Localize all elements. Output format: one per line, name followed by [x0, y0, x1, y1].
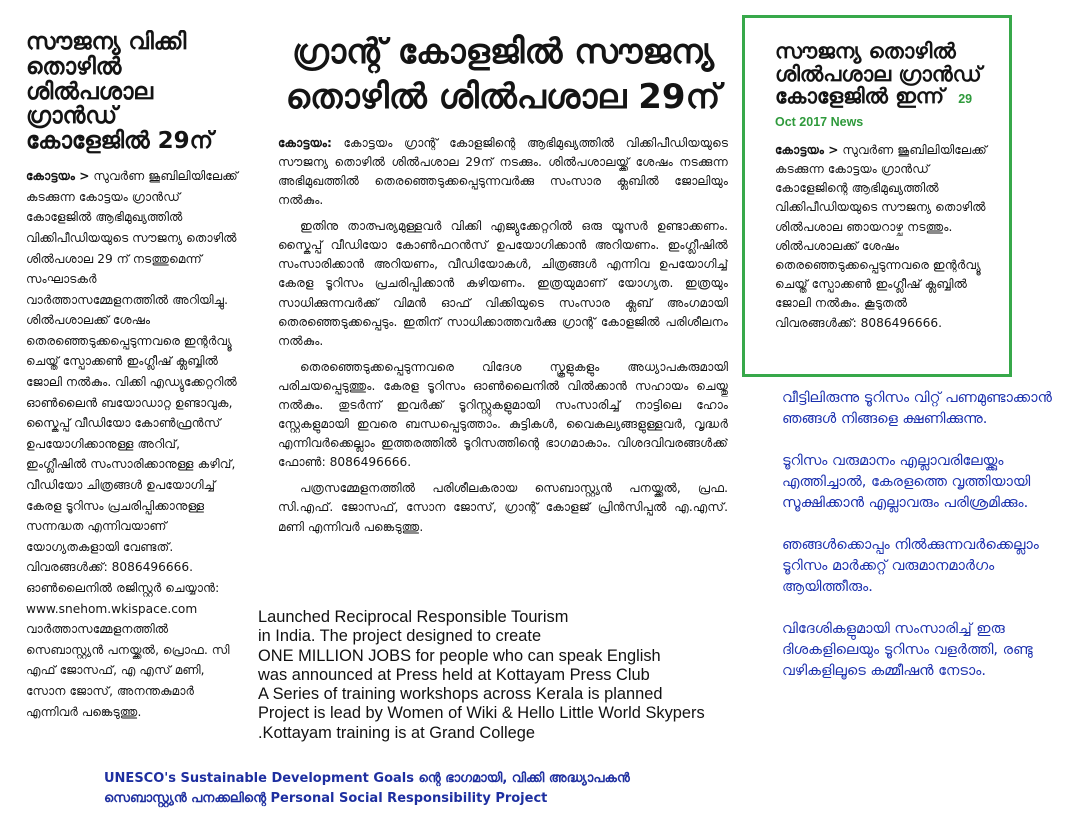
center-paragraph-3: തെരഞ്ഞെടുക്കപ്പെടുന്നവരെ വിദേശ സ്കൂളുകളും അധ്യാപകരുമായി പരിചയപ്പെടുത്തും. കേരള ടൂറിസം ഓൺലൈനിൽ വിൽക്കാൻ സഹായം ചെയ്തു നൽകും. തുടർന്ന് ഇവർക്ക് ടൂറിസ്റ്റുകളുമായി സംസാരിച്ച് നാട്ടിലെ ഹോം സ്റ്റേകളുമായി ഇവരെ ബന്ധപ്പെടുത്താം. കുട്ടികൾ, വൈകല്യങ്ങളുള്ളവർ, വൃദ്ധർ എന്നിവർക്കെല്ലാം ഇത്തരത്തിൽ ടൂറിസത്തിന്റെ ഭാഗമാകാം. വിശദവിവരങ്ങൾക്ക് ഫോൺ: 8086496666. — [278, 359, 728, 470]
green-clipping-text: സുവർണ ജൂബിലിയിലേക്ക് കടക്കുന്ന കോട്ടയം ഗ്രാൻഡ് കോളേജിന്റെ ആഭിമുഖ്യത്തിൽ വിക്കിപീഡിയയുടെ സൗജന്യ തൊഴിൽ ശിൽപശാല ഞായറാഴ്ച നടത്തും. ശിൽപശാലക്ക് ശേഷം തെരഞ്ഞെടുക്കപ്പെടുന്നവരെ ഇന്റർവ്യൂ ചെയ്ത് സ്പോക്കൺ ഇംഗ്ലീഷ് ക്ലബ്ബിൽ ജോലി നൽകും. കൂടുതൽ വിവരങ്ങൾക്ക്: 8086496666. — [775, 142, 987, 330]
green-clipping-body — [775, 141, 987, 333]
caption-line-4: was announced at Press held at Kottayam Press Club — [258, 665, 650, 684]
caption-line-5: A Series of training workshops across Kerala is planned — [258, 685, 663, 704]
caption-line-3: ONE MILLION JOBS for people who can speak English — [258, 646, 661, 665]
caption-line-1: Launched Reciprocal Responsible Tourism — [258, 608, 569, 626]
footer-line-1: UNESCO's Sustainable Development Goals ന്റെ ഭാഗമായി, വിക്കി അദ്ധ്യാപകൻ — [104, 771, 630, 786]
blue-note-2: ടൂറിസം വരുമാനം എല്ലാവരിലേയ്ക്കും എത്തിച്ചാൽ, കേരളത്തെ വൃത്തിയായി സൂക്ഷിക്കാൻ എല്ലാവരും പരിശ്രമിക്കും. — [782, 453, 1031, 511]
blue-note-3: ഞങ്ങൾക്കൊപ്പം നിൽക്കുന്നവർക്കെല്ലാം ടൂറിസം മാർക്കറ്റ് വരുമാനമാർഗം ആയിത്തീരും. — [782, 537, 1039, 595]
caption-line-7: .Kottayam training is at Grand College — [258, 723, 535, 742]
caption-line-6: Project is lead by Women of Wiki & Hello Little World Skypers — [258, 704, 705, 723]
caption-line-2: in India. The project designed to create — [258, 627, 542, 646]
footer-note — [104, 769, 744, 809]
green-clipping-dateline: കോട്ടയം > — [775, 142, 839, 157]
footer-line-2: സെബാസ്റ്റ്യൻ പനക്കലിന്റെ Personal Social Responsibility Project — [104, 791, 548, 806]
center-clipping-dateline: കോട്ടയം: — [278, 135, 332, 150]
left-clipping-text: സുവർണ ജൂബിലിയിലേക്ക് കടക്കുന്ന കോട്ടയം ഗ്രാൻഡ് കോളേജിൽ ആഭിമുഖ്യത്തിൽ വിക്കിപീഡിയയുടെ സൗജന്യ തൊഴിൽ ശിൽപശാല 29 ന് നടത്തുമെന്ന് സംഘാടകർ വാർത്താസമ്മേളനത്തിൽ അറിയിച്ചു. ശിൽപശാലക്ക് ശേഷം തെരഞ്ഞെടുക്കപ്പെടുന്നവരെ ഇന്റർവ്യൂ ചെയ്ത് സ്പോക്കൺ ഇംഗ്ലീഷ് ക്ലബ്ബിൽ ജോലി നൽകും. വിക്കി എഡ്യുക്കേറ്ററിൽ ഓൺലൈൻ ബയോഡാറ്റ ഉണ്ടാവുക, സ്കൈപ്പ് വീഡിയോ കോൺഫ്രൻസ് ഉപയോഗിക്കാനുള്ള അറിവ്, ഇംഗ്ലീഷിൽ സംസാരിക്കാനുള്ള കഴിവ്, വീഡിയോ ചിത്രങ്ങൾ ഉപയോഗിച്ച് കേരള ടൂറിസം പ്രചരിപ്പിക്കാനുള്ള സന്നദ്ധത എന്നിവയാണ് യോഗ്യതകളായി വേണ്ടത്. വിവരങ്ങൾക്ക്: 8086496666. ഓൺലൈനിൽ രജിസ്റ്റർ ചെയ്യാൻ: www.snehom.wkispace.com വാർത്താസമ്മേളനത്തിൽ സെബാസ്റ്റ്യൻ പനയ്ക്കൽ, പ്രൊഫ. സി എഫ് ജോസഫ്, എ എസ് മണി, സോന ജോസ്, അനന്തകുമാർ എന്നിവർ പങ്കെടുത്തു. — [26, 169, 238, 719]
news-date-note: 29 Oct 2017 News — [775, 92, 973, 130]
blue-note-4: വിദേശികളുമായി സംസാരിച്ച് ഇരു ദിശകളിലെയും ടൂറിസം വളർത്തി, രണ്ടു വഴികളിലൂടെ കമ്മീഷൻ നേടാം. — [782, 621, 1033, 679]
green-clipping-headline-text: സൗജന്യ തൊഴിൽ ശിൽപശാല ഗ്രാൻഡ് കോളേജിൽ ഇന്ന് — [775, 39, 982, 109]
green-bordered-clipping — [742, 15, 1012, 377]
green-clipping-headline — [775, 40, 987, 131]
center-news-clipping — [278, 30, 728, 610]
center-clipping-headline: ഗ്രാന്റ് കോളജിൽ സൗജന്യ തൊഴിൽ ശിൽപശാല 29ന് — [285, 32, 721, 117]
blue-note-1: വീട്ടിലിരുന്നു ടൂറിസം വിറ്റ് പണമുണ്ടാക്കാൻ ഞങ്ങൾ നിങ്ങളെ ക്ഷണിക്കുന്നു. — [782, 390, 1052, 427]
left-clipping-dateline: കോട്ടയം > — [26, 169, 90, 184]
left-news-clipping — [26, 30, 240, 765]
center-paragraph-1-text: കോട്ടയം ഗ്രാന്റ് കോളജിന്റെ ആഭിമുഖ്യത്തിൽ വിക്കിപീഡിയയുടെ സൗജന്യ തൊഴിൽ ശിൽപശാല 29ന് നടക്കും. ശിൽപശാലയ്ക്ക് ശേഷം നടക്കുന്ന അഭിമുഖത്തിൽ തെരഞ്ഞെടുക്കപ്പെടുന്നവർക്കു സംസാര ക്ലബിൽ ജോലിയും നൽകും. — [278, 135, 728, 208]
english-caption — [258, 608, 798, 743]
center-paragraph-2: ഇതിനു താത്പര്യമുള്ളവർ വിക്കി എജ്യുക്കേറ്ററിൽ ഒരു യൂസർ ഉണ്ടാക്കണം. സ്കൈപ്പ് വീഡിയോ കോൺഫറൻസ് ഉപയോഗിക്കാൻ അറിയണം. ഇംഗ്ലീഷിൽ സംസാരിക്കാൻ അറിയണം, വീഡിയോകൾ, ചിത്രങ്ങൾ എന്നിവ ഉപയോഗിച്ച് കേരള ടൂറിസം പ്രചരിപ്പിക്കാൻ കഴിയണം. ഇത്രയുമാണ് യോഗ്യത. ഇത്രയും സാധിക്കുന്നവർക്ക് വിമൻ ഓഫ് വിക്കിയുടെ സംസാര ക്ലബ് അംഗമായി തെരഞ്ഞെടുക്കപ്പെടും. ഇതിന് സാധിക്കാത്തവർക്കു ഗ്രാന്റ് കോളജിൽ പരിശീലനം നൽകും. — [278, 219, 728, 348]
center-paragraph-1 — [278, 134, 728, 210]
left-clipping-headline: സൗജന്യ വിക്കി തൊഴിൽ ശിൽപശാല ഗ്രാൻഡ് കോളേജിൽ 29ന് — [26, 30, 214, 155]
center-paragraph-4: പത്രസമ്മേളനത്തിൽ പരിശീലകരായ സെബാസ്റ്റ്യൻ പനയ്ക്കൽ, പ്രഫ. സി.എഫ്. ജോസഫ്, സോന ജോസ്, ഗ്രാന്റ് കോളജ് പ്രിൻസിപ്പൽ എ.എസ്. മണി എന്നിവർ പങ്കെടുത്തു. — [278, 481, 728, 534]
left-clipping-body — [26, 166, 240, 722]
center-clipping-body — [278, 134, 728, 537]
blue-promo-notes — [782, 388, 1072, 788]
